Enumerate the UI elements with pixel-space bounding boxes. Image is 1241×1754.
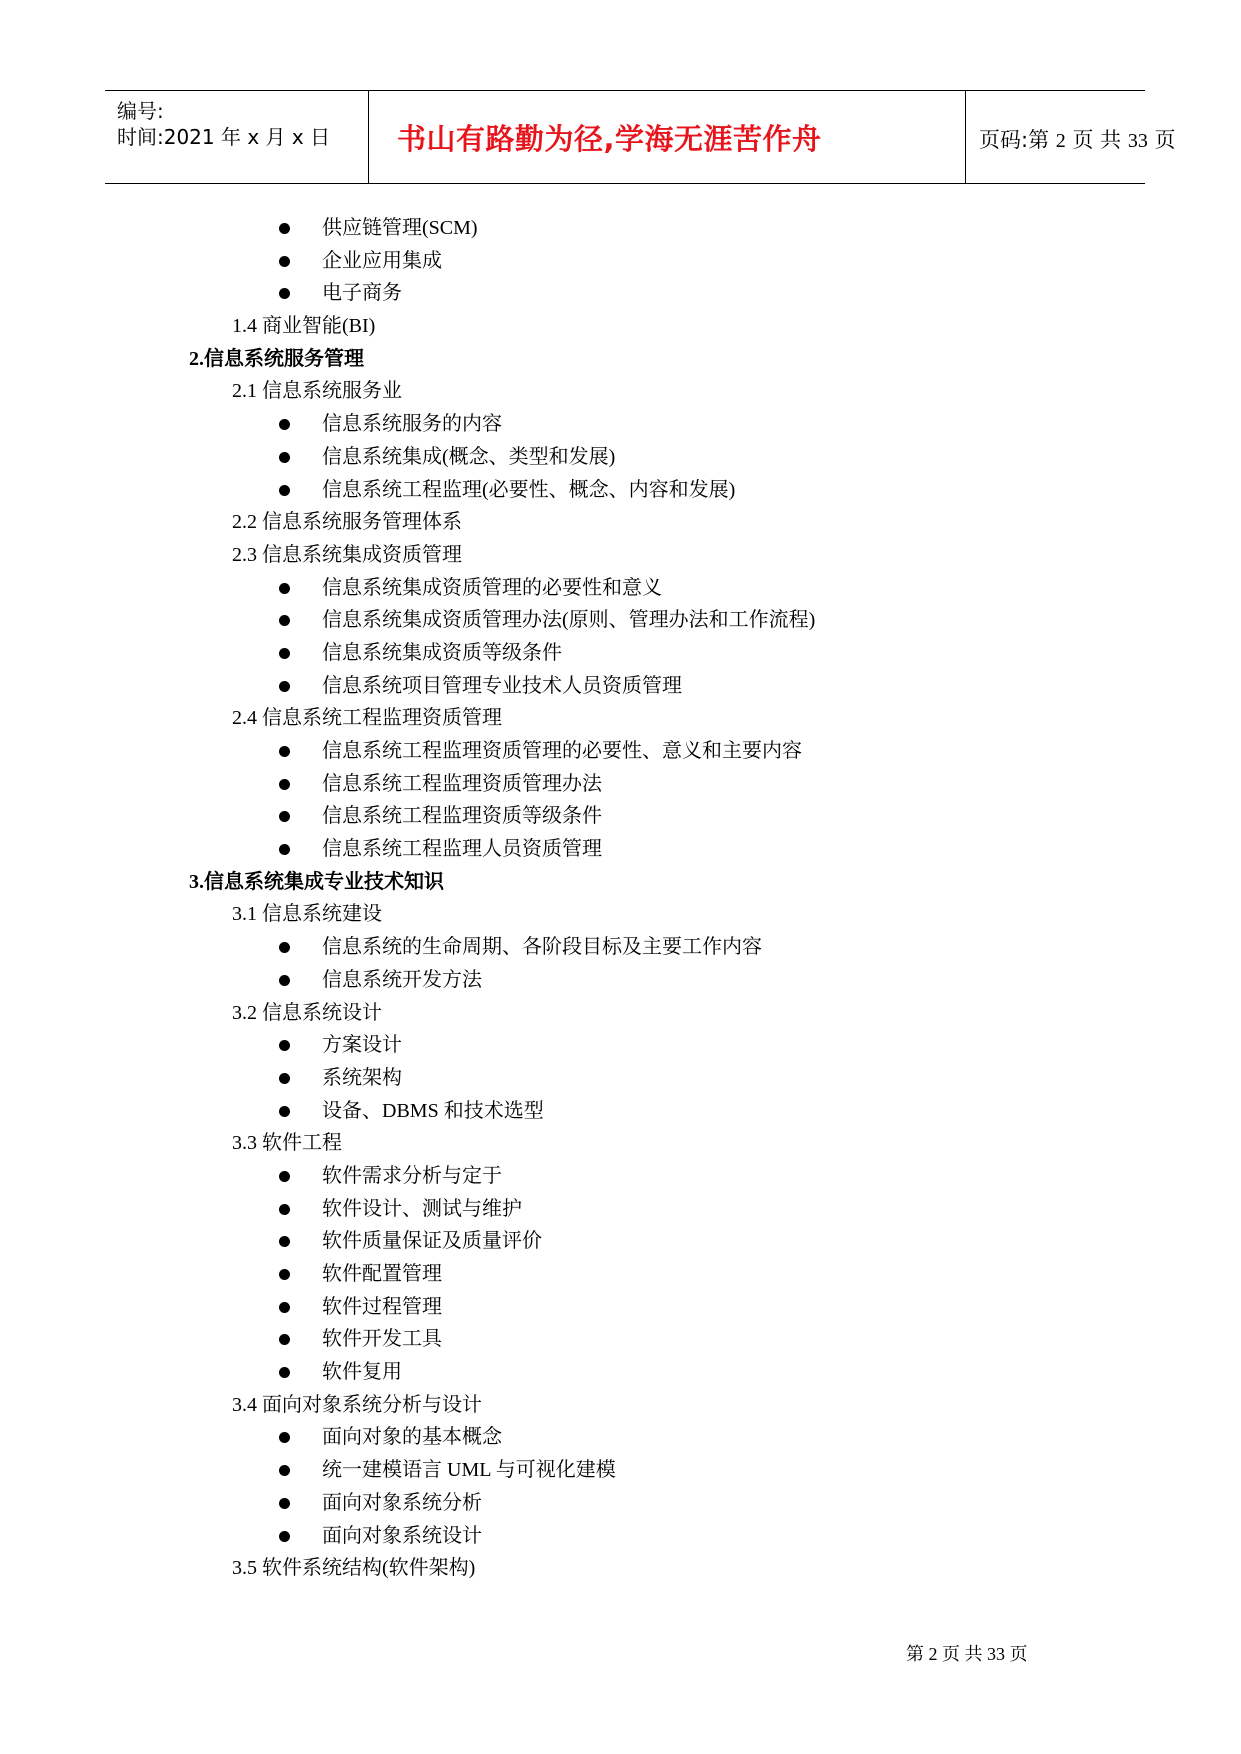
bullet-item [0, 964, 1241, 997]
bullet-item [0, 637, 1241, 670]
line-text: 信息系统工程监理资质等级条件 [322, 805, 602, 828]
line-text: 面向对象系统设计 [322, 1524, 482, 1547]
bullet-item [0, 1487, 1241, 1520]
line-text: 软件复用 [322, 1361, 402, 1384]
line-text: 1.4 商业智能(BI) [232, 315, 376, 338]
subsection-heading [0, 1127, 1241, 1160]
bullet-icon [279, 1040, 290, 1051]
header-page-cell [967, 91, 1176, 183]
line-text: 3.4 面向对象系统分析与设计 [232, 1393, 482, 1416]
header-motto: 书山有路勤为径,学海无涯苦作舟 [397, 122, 822, 156]
bullet-icon [279, 681, 290, 692]
bullet-icon [279, 485, 290, 496]
bullet-item [0, 1454, 1241, 1487]
line-text: 面向对象的基本概念 [322, 1426, 502, 1449]
line-text: 信息系统集成资质管理的必要性和意义 [322, 576, 662, 599]
document-time-label: 时间:2021 年 x 月 x 日 [117, 125, 331, 149]
page-total: 33 [1127, 130, 1148, 152]
bullet-icon [279, 615, 290, 626]
bullet-icon [279, 746, 290, 757]
line-text: 信息系统服务的内容 [322, 413, 502, 436]
bullet-item [0, 572, 1241, 605]
line-text: 信息系统工程监理资质管理办法 [322, 772, 602, 795]
line-text: 信息系统工程监理资质管理的必要性、意义和主要内容 [322, 740, 802, 762]
line-text: 信息系统集成资质等级条件 [322, 641, 562, 664]
line-text: 方案设计 [322, 1034, 402, 1057]
line-text: 软件需求分析与定于 [322, 1164, 502, 1187]
bullet-icon [279, 256, 290, 267]
bullet-icon [279, 1204, 290, 1215]
line-text: 软件开发工具 [322, 1328, 442, 1351]
bullet-icon [279, 1367, 290, 1378]
line-text: 软件质量保证及质量评价 [322, 1230, 542, 1253]
bullet-icon [279, 844, 290, 855]
line-text: 系统架构 [322, 1066, 402, 1089]
line-text: 软件设计、测试与维护 [322, 1197, 522, 1220]
bullet-item [0, 768, 1241, 801]
line-text: 2.4 信息系统工程监理资质管理 [232, 707, 502, 730]
bullet-icon [279, 1073, 290, 1084]
bullet-icon [279, 1531, 290, 1542]
line-text: 3.2 信息系统设计 [232, 1001, 382, 1024]
line-text: 统一建模语言 UML 与可视化建模 [322, 1459, 616, 1482]
section-heading [0, 866, 1241, 899]
document-number-label: 编号: [117, 99, 164, 123]
page-suffix: 页 [1154, 128, 1176, 152]
header-motto-cell [369, 91, 966, 183]
line-text: 信息系统集成资质管理办法(原则、管理办法和工作流程) [322, 609, 816, 632]
bullet-icon [279, 1302, 290, 1313]
line-text: 3.5 软件系统结构(软件架构) [232, 1557, 476, 1580]
page-prefix: 页码:第 [979, 128, 1050, 152]
bullet-item [0, 800, 1241, 833]
bullet-item [0, 670, 1241, 703]
bullet-icon [279, 1334, 290, 1345]
page-number: 2 [1055, 130, 1066, 152]
subsection-heading [0, 702, 1241, 735]
line-text: 供应链管理(SCM) [322, 217, 478, 239]
page-mid: 页 共 [1072, 128, 1122, 152]
subsection-heading [0, 310, 1241, 343]
bullet-icon [279, 1171, 290, 1182]
bullet-icon [279, 975, 290, 986]
bullet-item [0, 1095, 1241, 1128]
subsection-heading [0, 997, 1241, 1030]
bullet-item [0, 408, 1241, 441]
section-heading [0, 343, 1241, 376]
outline-content [0, 212, 1241, 1585]
page-header [105, 90, 1176, 184]
bullet-item [0, 1193, 1241, 1226]
subsection-heading [0, 898, 1241, 931]
bullet-item [0, 474, 1241, 507]
bullet-icon [279, 419, 290, 430]
bullet-icon [279, 1106, 290, 1117]
bullet-item [0, 1323, 1241, 1356]
bullet-icon [279, 1498, 290, 1509]
bullet-item [0, 1160, 1241, 1193]
bullet-item [0, 735, 1241, 768]
bullet-item [0, 1029, 1241, 1062]
bullet-item [0, 1291, 1241, 1324]
header-page-code [979, 124, 1176, 154]
bullet-icon [279, 1236, 290, 1247]
line-text: 电子商务 [322, 282, 402, 305]
bullet-item [0, 833, 1241, 866]
line-text: 设备、DBMS 和技术选型 [322, 1099, 544, 1122]
bullet-item [0, 441, 1241, 474]
bullet-item [0, 1062, 1241, 1095]
bullet-icon [279, 942, 290, 953]
bullet-item [0, 1356, 1241, 1389]
header-info-cell [105, 91, 369, 183]
bullet-item [0, 1225, 1241, 1258]
line-text: 2.1 信息系统服务业 [232, 380, 402, 403]
line-text: 软件过程管理 [322, 1295, 442, 1318]
bullet-icon [279, 811, 290, 822]
bullet-icon [279, 648, 290, 659]
line-text: 软件配置管理 [322, 1263, 442, 1285]
line-text: 3.信息系统集成专业技术知识 [189, 870, 444, 893]
line-text: 信息系统项目管理专业技术人员资质管理 [322, 674, 682, 697]
bullet-icon [279, 583, 290, 594]
line-text: 3.1 信息系统建设 [232, 903, 382, 926]
subsection-heading [0, 1552, 1241, 1585]
bullet-icon [279, 288, 290, 299]
line-text: 信息系统的生命周期、各阶段目标及主要工作内容 [322, 936, 762, 959]
line-text: 企业应用集成 [322, 249, 442, 272]
line-text: 面向对象系统分析 [322, 1491, 482, 1514]
subsection-heading [0, 506, 1241, 539]
bullet-icon [279, 1269, 290, 1280]
bullet-item [0, 1258, 1241, 1291]
bullet-item [0, 245, 1241, 278]
page-footer: 第 2 页 共 33 页 [906, 1644, 1028, 1664]
bullet-item [0, 604, 1241, 637]
line-text: 信息系统开发方法 [322, 968, 482, 991]
line-text: 2.信息系统服务管理 [189, 347, 364, 370]
bullet-icon [279, 1465, 290, 1476]
bullet-item [0, 1421, 1241, 1454]
subsection-heading [0, 539, 1241, 572]
bullet-item [0, 277, 1241, 310]
line-text: 2.2 信息系统服务管理体系 [232, 511, 462, 534]
subsection-heading [0, 1389, 1241, 1422]
line-text: 3.3 软件工程 [232, 1132, 342, 1155]
line-text: 信息系统集成(概念、类型和发展) [322, 445, 616, 468]
line-text: 信息系统工程监理(必要性、概念、内容和发展) [322, 478, 736, 501]
bullet-icon [279, 779, 290, 790]
bullet-icon [279, 223, 290, 234]
line-text: 信息系统工程监理人员资质管理 [322, 838, 602, 861]
bullet-item [0, 931, 1241, 964]
bullet-icon [279, 1432, 290, 1443]
bullet-item [0, 212, 1241, 245]
bullet-icon [279, 452, 290, 463]
line-text: 2.3 信息系统集成资质管理 [232, 543, 462, 566]
bullet-item [0, 1520, 1241, 1553]
subsection-heading [0, 375, 1241, 408]
